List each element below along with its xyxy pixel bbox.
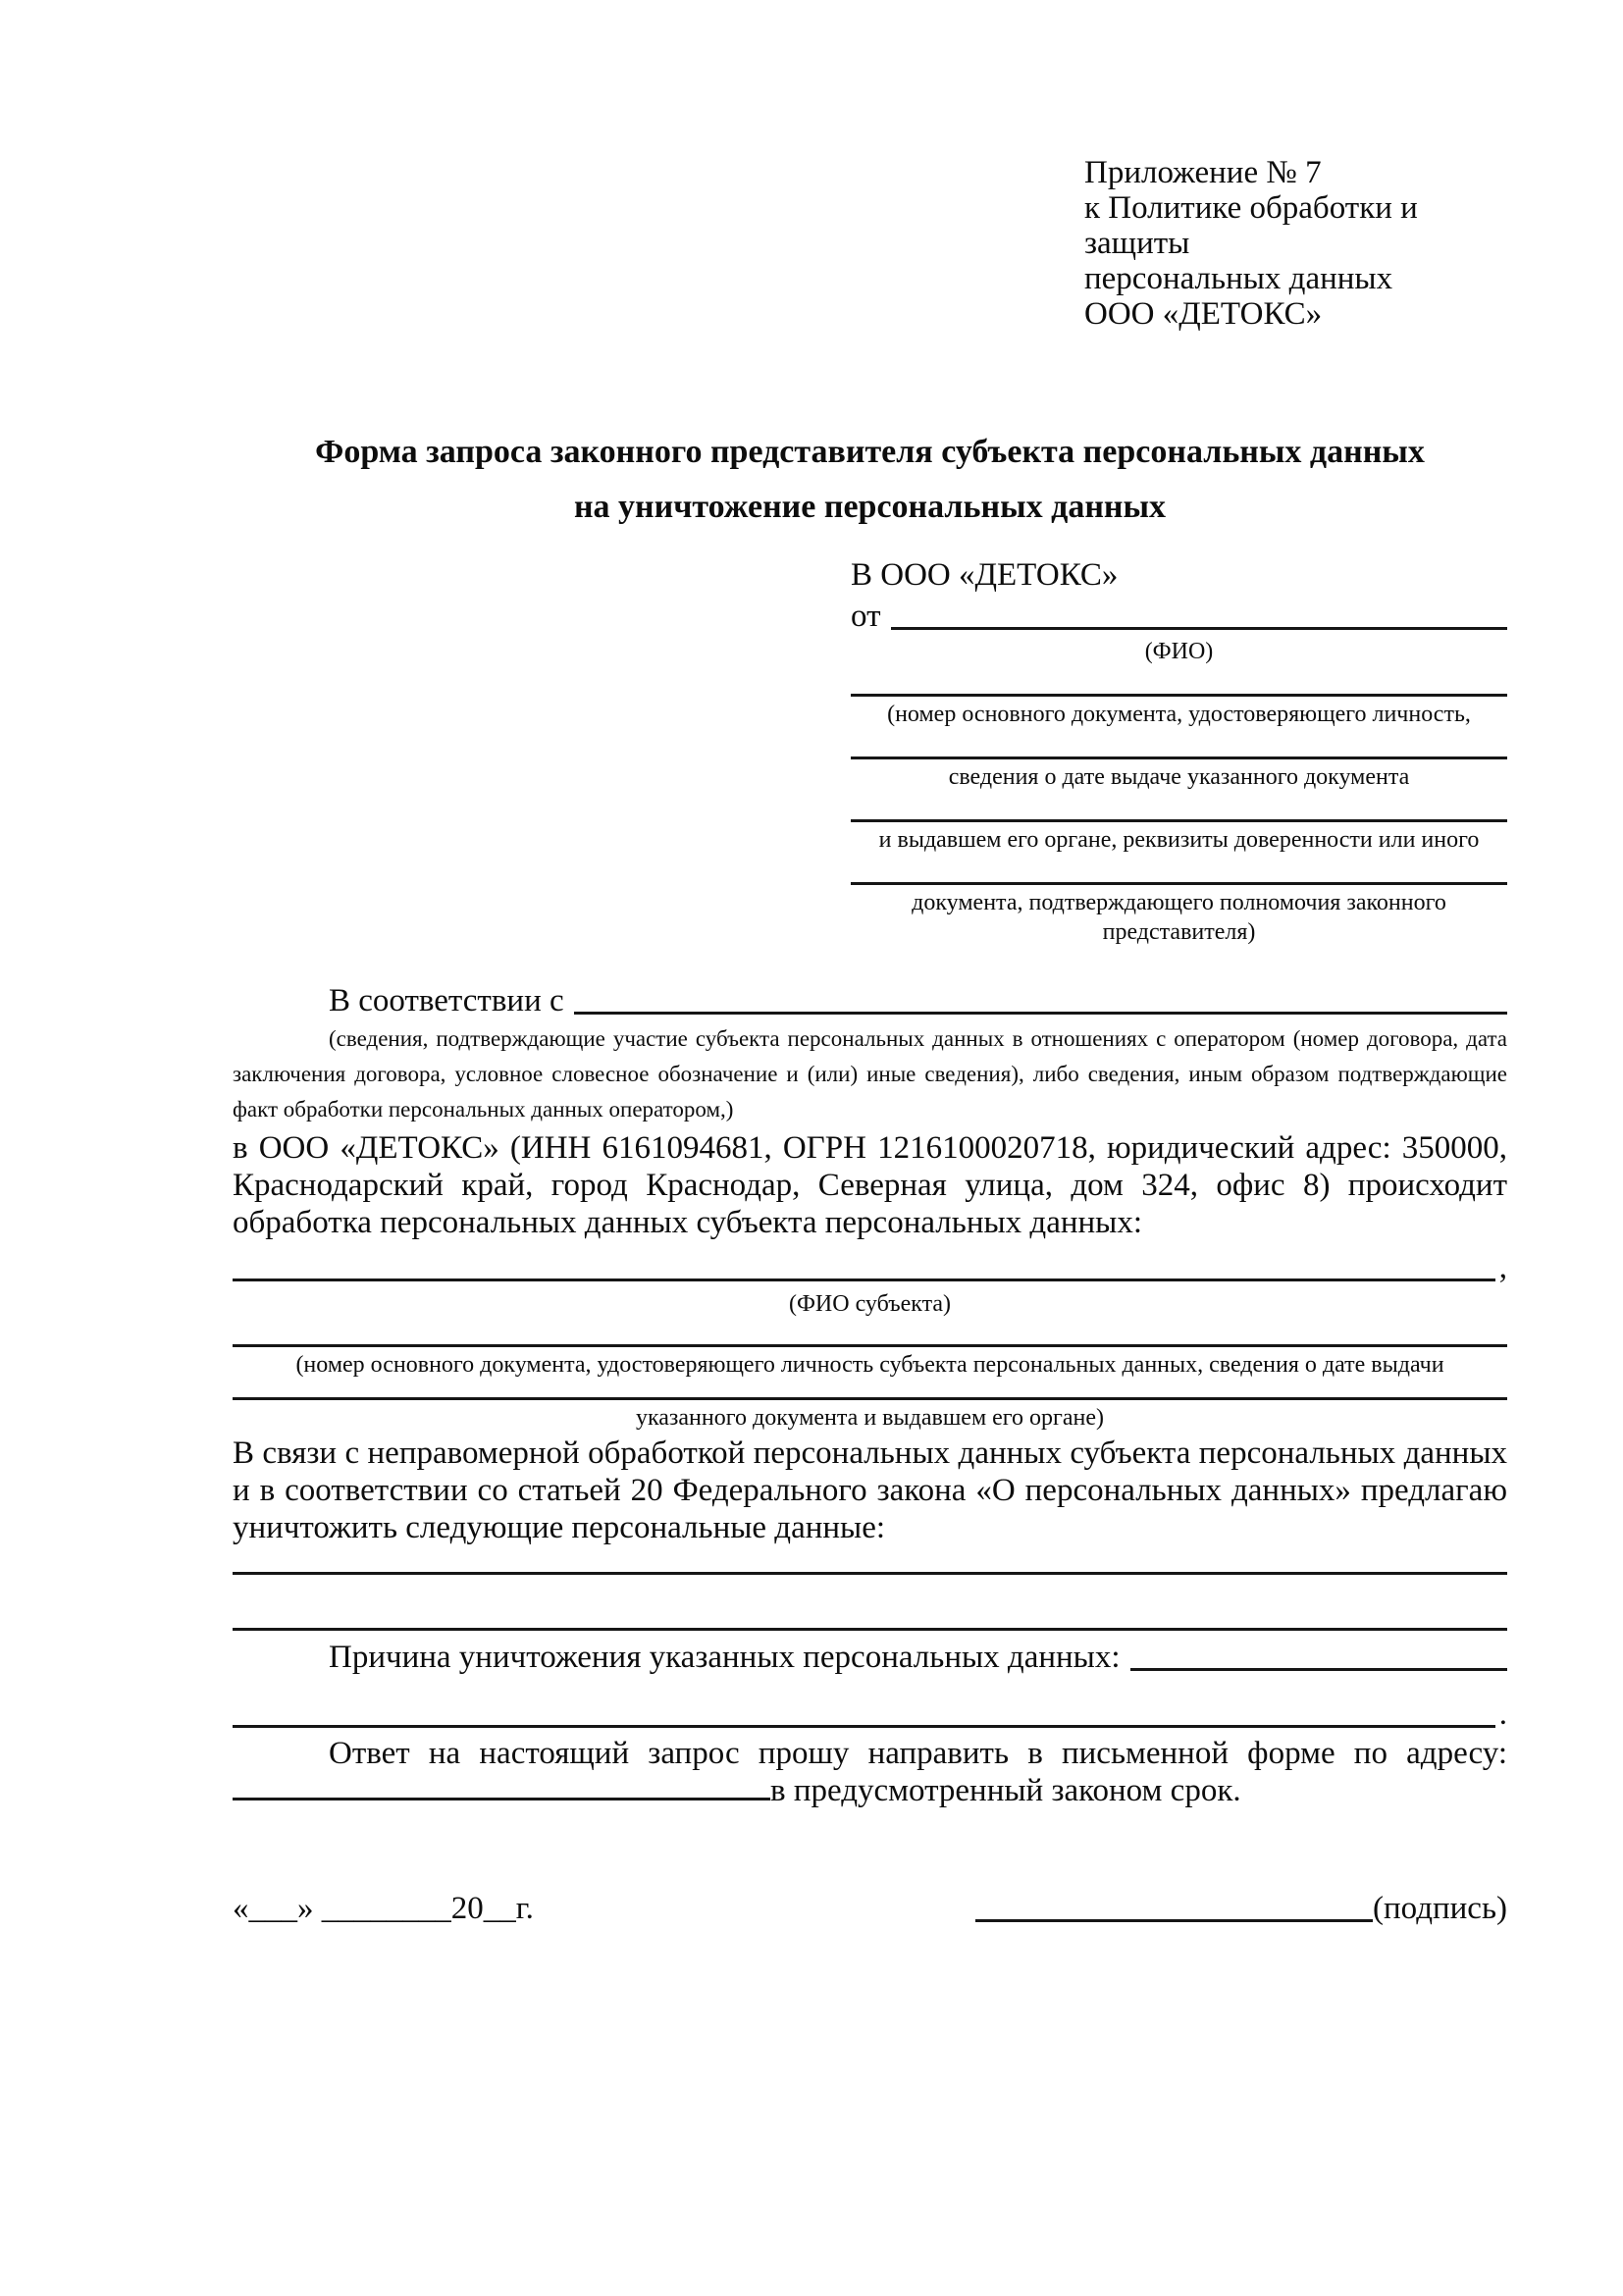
addressee-block: [851, 556, 1507, 947]
blank-caption: и выдавшем его органе, реквизиты доверенности или иного: [878, 827, 1480, 853]
blank-field: [851, 882, 1507, 947]
blank-line: [851, 694, 1507, 697]
subject-fio-blank-line: [233, 1278, 1495, 1281]
answer-tail: в предусмотренный законом срок.: [770, 1773, 1241, 1808]
addressee-to: В ООО «ДЕТОКС»: [851, 557, 1119, 593]
subject-doc-caption-1: (номер основного документа, удостоверяющего личность субъекта персональных данных, сведения о дате выдачи: [295, 1352, 1444, 1378]
blank-caption: сведения о дате выдаче указанного документа: [948, 764, 1410, 790]
blank-field: [851, 757, 1507, 792]
from-row: [851, 598, 1507, 635]
fio-caption: (ФИО): [1144, 639, 1214, 664]
blank-line: [851, 882, 1507, 885]
from-label: от: [851, 599, 881, 634]
subject-fio-caption: (ФИО субъекта): [788, 1291, 952, 1317]
trailing-comma: ,: [1498, 1250, 1507, 1285]
form-title: [233, 425, 1507, 535]
claim-paragraph: В связи с неправомерной обработкой персональных данных субъекта персональных данных и в соответствии со статьей 20 Федерального закона «О персональных данных» предлагаю уничтожить следующие персональные данные:: [233, 1435, 1507, 1545]
signature-blank-line: [975, 1919, 1373, 1922]
blank-line: [233, 1344, 1507, 1347]
signature-area: [975, 1890, 1507, 1927]
accordance-lead: В соответствии с: [329, 983, 564, 1018]
reason-label: Причина уничтожения указанных персональных данных:: [329, 1640, 1121, 1675]
blank-caption: (номер основного документа, удостоверяющего личность,: [887, 702, 1471, 727]
form-title-line2: на уничтожение персональных данных: [573, 489, 1167, 525]
accordance-row: [233, 982, 1507, 1019]
form-title-line1: Форма запроса законного представителя субъекта персональных данных: [315, 434, 1425, 470]
accordance-note: (сведения, подтверждающие участие субъекта персональных данных в отношениях с оператором (номер договора, дата заключения договора, условное словесное обозначение и (или) иные сведения), либо сведения, иным образом подтверждающие факт обработки персональных данных оператором,): [233, 1026, 1507, 1122]
appendix-line: к Политике обработки и защиты: [1084, 190, 1418, 261]
signature-row: [233, 1890, 1507, 1927]
blank-line: [851, 819, 1507, 822]
date-blank: «___» ________20__г.: [233, 1891, 534, 1926]
reason-blank-line: [1130, 1668, 1507, 1671]
reason-continuation-row: [233, 1696, 1507, 1733]
subject-fio-row: [233, 1249, 1507, 1286]
subject-doc-caption-2: указанного документа и выдавшем его органе): [635, 1405, 1105, 1431]
answer-paragraph: Ответ на настоящий запрос прошу направить в письменной форме по адресу:: [329, 1736, 1507, 1771]
blank-line: [233, 1725, 1495, 1728]
appendix-line: ООО «ДЕТОКС»: [1084, 296, 1323, 332]
document-content: [233, 155, 1507, 1927]
address-blank-line: [233, 1798, 770, 1800]
blank-line: [233, 1628, 1507, 1631]
blank-caption: документа, подтверждающего полномочия законного представителя): [912, 890, 1446, 945]
accordance-blank-line: [574, 1012, 1507, 1015]
signature-caption: (подпись): [1373, 1891, 1507, 1926]
appendix-line: Приложение № 7: [1084, 155, 1322, 190]
trailing-period: .: [1498, 1696, 1507, 1732]
appendix-line: персональных данных: [1084, 261, 1393, 296]
reason-row: [233, 1639, 1507, 1676]
answer-address-row: [233, 1772, 1507, 1809]
blank-field: [851, 819, 1507, 855]
blank-field: [851, 694, 1507, 729]
from-blank-line: [891, 627, 1508, 630]
blank-line: [233, 1572, 1507, 1575]
blank-line: [233, 1397, 1507, 1400]
operator-paragraph: в ООО «ДЕТОКС» (ИНН 6161094681, ОГРН 1216100020718, юридический адрес: 350000, Краснодарский край, город Краснодар, Северная улица, дом 324, офис 8) происходит обработка персональных данных субъекта персональных данных:: [233, 1130, 1507, 1240]
blank-line: [851, 757, 1507, 759]
appendix-block: [1084, 155, 1507, 332]
